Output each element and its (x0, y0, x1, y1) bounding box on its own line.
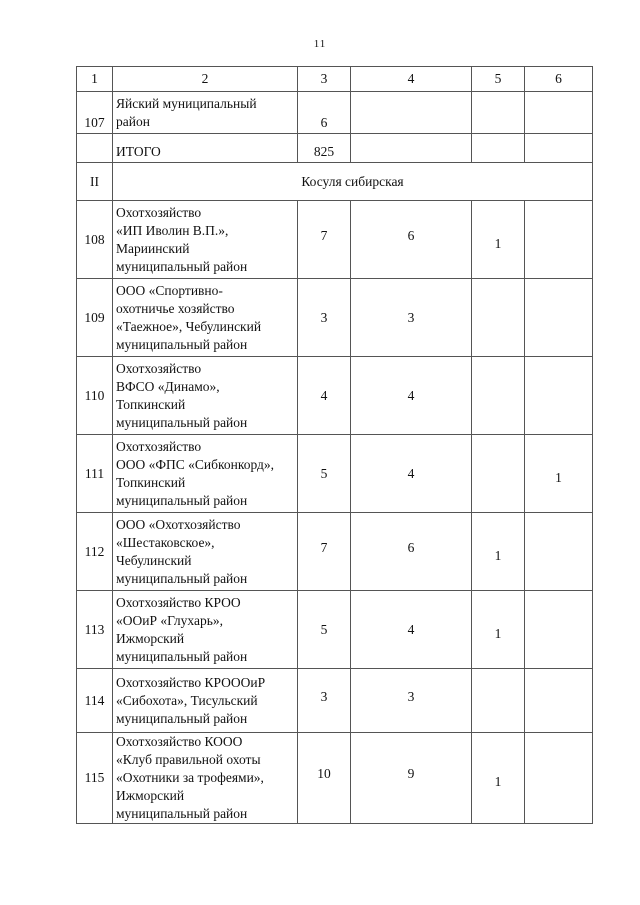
hunting-ground-name-text: Яйский муниципальный район (116, 95, 257, 129)
hunting-ground-name-text: Охотхозяйство ВФСО «Динамо», Топкинский муниципальный район (116, 360, 248, 430)
hunting-ground-name (113, 357, 298, 435)
cell-col4: 4 (351, 435, 472, 513)
row-number: 110 (77, 357, 113, 435)
cell-col6 (525, 279, 593, 357)
page-number: 11 (313, 38, 327, 50)
cell-col5 (472, 357, 525, 435)
section-number: II (77, 163, 113, 201)
total-value: 825 (298, 134, 351, 163)
table-row (77, 591, 593, 669)
row-number: 113 (77, 591, 113, 669)
cell-col5-value: 1 (494, 774, 502, 789)
cell-col4 (351, 669, 472, 733)
hunting-ground-name (113, 591, 298, 669)
cell-col4-value: 6 (407, 539, 415, 555)
cell-col3-value: 3 (320, 688, 328, 704)
column-header-3: 3 (298, 67, 351, 92)
cell-col3-value: 7 (320, 539, 328, 555)
column-header-1: 1 (77, 67, 113, 92)
cell-col3 (298, 669, 351, 733)
row-number: 112 (77, 513, 113, 591)
hunting-ground-name-text: ООО «Спортивно- охотничье хозяйство «Таежное», Чебулинский муниципальный район (116, 282, 262, 352)
table-row (77, 92, 593, 134)
hunting-ground-name-text: Охотхозяйство КРОО «ООиР «Глухарь», Ижморский муниципальный район (116, 594, 248, 664)
cell-col6 (525, 513, 593, 591)
row-number: 115 (77, 733, 113, 824)
cell-col4: 3 (351, 279, 472, 357)
hunting-ground-name (113, 92, 298, 134)
hunting-ground-name-text: Охотхозяйство ООО «ФПС «Сибконкорд», Топкинский муниципальный район (116, 438, 275, 508)
cell-col6 (525, 357, 593, 435)
cell-col6 (525, 435, 593, 513)
column-header-2: 2 (113, 67, 298, 92)
row-number: 111 (77, 435, 113, 513)
cell-col3: 5 (298, 435, 351, 513)
cell-col5 (472, 279, 525, 357)
hunting-ground-name (113, 435, 298, 513)
column-number-row (77, 67, 593, 92)
cell-col5 (472, 201, 525, 279)
table-row (77, 733, 593, 824)
cell-col6-value: 1 (555, 469, 562, 485)
cell-col3-value: 7 (320, 227, 328, 243)
hunting-quota-table (76, 66, 593, 824)
section-header-row (77, 163, 593, 201)
row-number: 109 (77, 279, 113, 357)
cell-col3: 6 (298, 92, 351, 134)
row-number: 108 (77, 201, 113, 279)
table-row (77, 513, 593, 591)
row-number: 114 (77, 669, 113, 733)
table-row (77, 435, 593, 513)
cell-col5-value: 1 (494, 547, 502, 563)
cell-col5 (472, 669, 525, 733)
row-number (77, 134, 113, 163)
cell-col6 (525, 733, 593, 824)
total-row (77, 134, 593, 163)
hunting-ground-name (113, 201, 298, 279)
cell-col6 (525, 591, 593, 669)
cell-col5 (472, 435, 525, 513)
row-number: 107 (77, 92, 113, 134)
hunting-ground-name (113, 279, 298, 357)
hunting-ground-name-text: Охотхозяйство КООО «Клуб правильной охоты «Охотники за трофеями», Ижморский муниципальный район (116, 734, 264, 821)
cell-col5-value: 1 (494, 235, 502, 251)
cell-col5 (472, 92, 525, 134)
hunting-ground-name (113, 669, 298, 733)
cell-col6 (525, 92, 593, 134)
cell-col3 (298, 513, 351, 591)
cell-col6 (525, 134, 593, 163)
cell-col5 (472, 134, 525, 163)
hunting-ground-name-text: Охотхозяйство КРОООиР «Сибохота», Тисульский муниципальный район (116, 674, 266, 726)
cell-col4 (351, 134, 472, 163)
table-row (77, 279, 593, 357)
cell-col4-value: 6 (407, 227, 415, 243)
cell-col5-value: 1 (494, 625, 502, 641)
cell-col4-value: 9 (407, 766, 415, 782)
cell-col4 (351, 201, 472, 279)
cell-col4: 4 (351, 357, 472, 435)
cell-col6 (525, 669, 593, 733)
cell-col4 (351, 513, 472, 591)
cell-col3: 4 (298, 357, 351, 435)
cell-col3: 5 (298, 591, 351, 669)
column-header-4: 4 (351, 67, 472, 92)
table-row (77, 357, 593, 435)
cell-col5 (472, 513, 525, 591)
cell-col3-value: 10 (317, 766, 331, 782)
total-label: ИТОГО (113, 134, 298, 163)
hunting-ground-name (113, 513, 298, 591)
hunting-ground-name (113, 733, 298, 824)
section-title: Косуля сибирская (113, 163, 593, 201)
cell-col6 (525, 201, 593, 279)
cell-col5 (472, 591, 525, 669)
cell-col4 (351, 733, 472, 824)
table-row (77, 669, 593, 733)
cell-col3 (298, 733, 351, 824)
column-header-5: 5 (472, 67, 525, 92)
cell-col4 (351, 92, 472, 134)
hunting-ground-name-text: ООО «Охотхозяйство «Шестаковское», Чебулинский муниципальный район (116, 516, 248, 586)
cell-col4-value: 3 (407, 688, 415, 704)
table-row (77, 201, 593, 279)
hunting-ground-name-text: Охотхозяйство «ИП Иволин В.П.», Мариинский муниципальный район (116, 204, 248, 274)
cell-col3 (298, 201, 351, 279)
cell-col5 (472, 733, 525, 824)
column-header-6: 6 (525, 67, 593, 92)
cell-col3: 3 (298, 279, 351, 357)
cell-col4: 4 (351, 591, 472, 669)
